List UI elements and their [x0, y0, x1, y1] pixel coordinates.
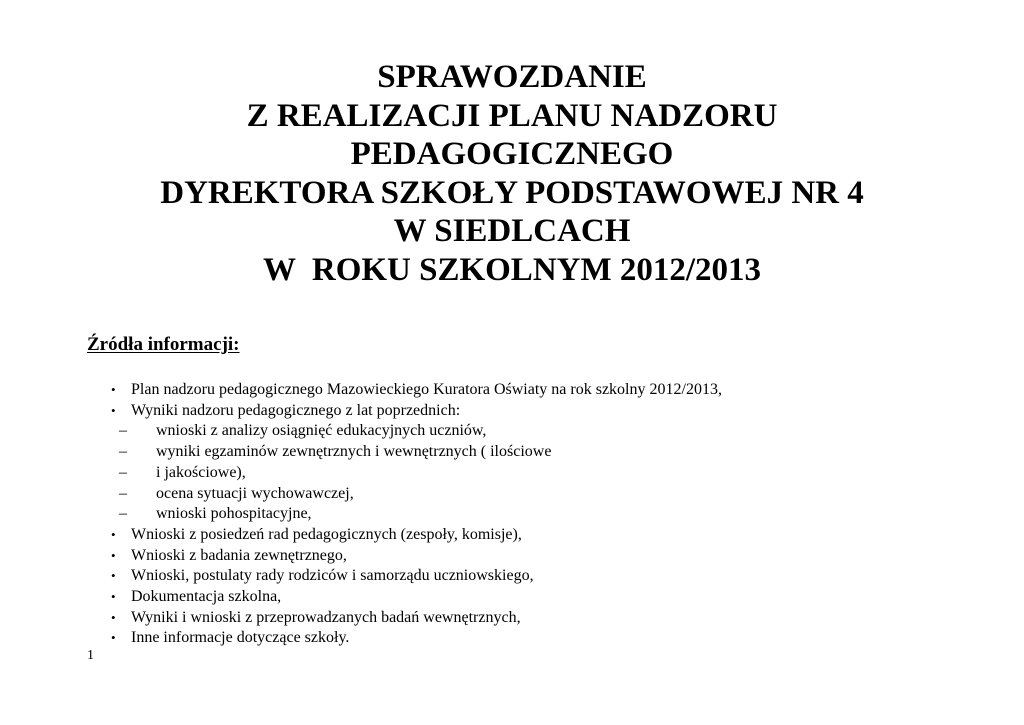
bullet-marker: • [111, 402, 116, 418]
dash-marker: – [119, 484, 127, 502]
sub-list-item [0, 442, 722, 463]
list-item-text: Wnioski, postulaty rady rodziców i samorządu uczniowskiego, [131, 567, 534, 585]
dash-marker: – [119, 505, 127, 523]
list-item-text: Wnioski z posiedzeń rad pedagogicznych (zespoły, komisje), [131, 525, 522, 543]
sub-list-item-text: ocena sytuacji wychowawczej, [156, 484, 354, 502]
list-item [0, 401, 722, 422]
title-line: DYREKTORA SZKOŁY PODSTAWOWEJ NR 4 [160, 174, 864, 211]
sources-list [0, 380, 722, 649]
bullet-marker: • [111, 609, 116, 625]
list-item-text: Wnioski z badania zewnętrznego, [131, 546, 347, 564]
sub-list-item-text: wyniki egzaminów zewnętrznych i wewnętrznych ( ilościowe [156, 443, 552, 461]
list-item [0, 608, 722, 629]
bullet-marker: • [111, 382, 116, 397]
list-item-text: Dokumentacja szkolna, [131, 588, 282, 606]
sub-list-item-text: i jakościowe), [156, 463, 246, 481]
list-item-text: Inne informacje dotyczące szkoły. [131, 629, 350, 647]
sub-list-item [0, 504, 722, 525]
title-line: W SIEDLCACH [393, 213, 631, 249]
sub-list-item [0, 421, 722, 442]
bullet-marker: • [111, 589, 116, 605]
sub-list-item-text: wnioski pohospitacyjne, [156, 505, 312, 523]
bullet-marker: • [111, 547, 116, 563]
list-item [0, 587, 722, 608]
list-item-text: Wyniki i wnioski z przeprowadzanych badań wewnętrznych, [131, 608, 521, 626]
sub-list-item [0, 484, 722, 505]
page-number: 1 [87, 648, 94, 663]
bullet-marker: • [111, 568, 116, 584]
title-line: W ROKU SZKOLNYM 2012/2013 [262, 251, 762, 288]
dash-marker: – [119, 463, 127, 481]
list-item [0, 546, 722, 567]
bullet-marker: • [111, 526, 116, 542]
sources-heading: Źródła informacji: [87, 334, 240, 355]
list-item [0, 380, 722, 401]
list-item-text: Wyniki nadzoru pedagogicznego z lat poprzednich: [131, 401, 461, 419]
list-item [0, 525, 722, 546]
title-line: PEDAGOGICZNEGO [350, 136, 674, 172]
bullet-marker: • [111, 630, 116, 646]
title-line: Z REALIZACJI PLANU NADZORU [246, 97, 778, 134]
list-item [0, 628, 722, 649]
report-title [0, 58, 1024, 289]
sub-list-item-text: wnioski z analizy osiągnięć edukacyjnych uczniów, [156, 422, 487, 440]
dash-marker: – [119, 443, 127, 461]
title-line: SPRAWOZDANIE [377, 59, 647, 95]
list-item-text: Plan nadzoru pedagogicznego Mazowieckiego Kuratora Oświaty na rok szkolny 2012/2013, [131, 381, 722, 398]
sub-list-item [0, 463, 722, 484]
list-item [0, 566, 722, 587]
dash-marker: – [119, 422, 127, 440]
